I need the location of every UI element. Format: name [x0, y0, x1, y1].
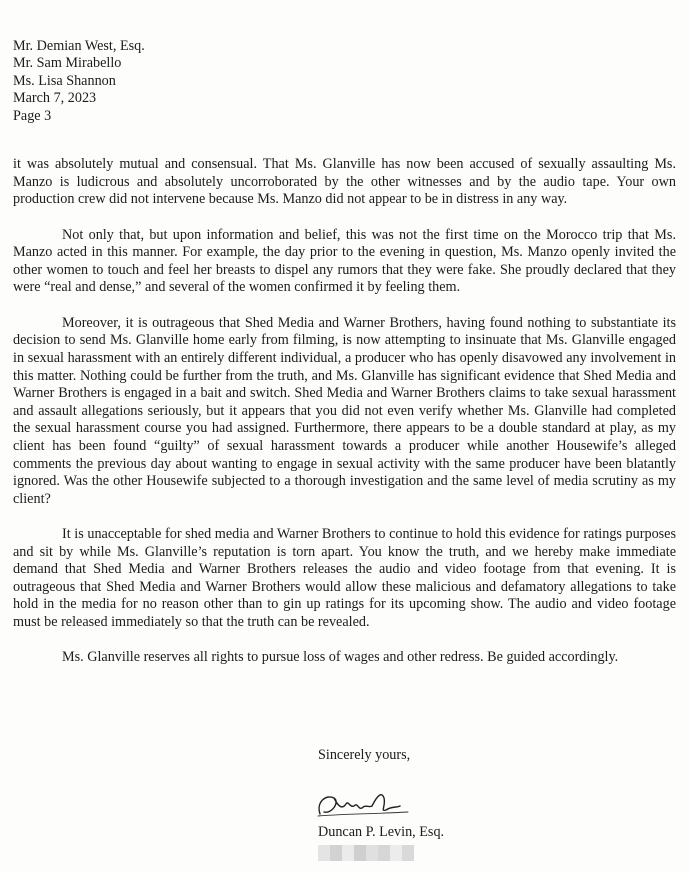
paragraph-harassment-claims: Moreover, it is outrageous that Shed Media and Warner Brothers, having found nothing to substantiate its decision to send Ms. Glanville home early from filming, is now attempting to insinuate that Ms. Glanville engaged in sexual harassment with an entirely different individual, a producer who has openly disavowed any involvement in this matter. Nothing could be further from the truth, and Ms. Glanville has significant evidence that Shed Media and Warner Brothers is engaged in a bait and switch. Shed Media and Warner Brothers claims to take sexual harassment and assault allegations seriously, but it appears that you did not even verify whether Ms. Glanville had completed the sexual harassment course you had assigned. Furthermore, there appears to be a double standard at play, as my client has been found “guilty” of sexual harassment towards a producer while another Housewife’s alleged comments the previous day about wanting to engage in sexual activity with the same producer have been blatantly ignored. Was the other Housewife subjected to a thorough investigation and the same level of media scrutiny as my client? [13, 314, 676, 507]
recipient-line-1: Mr. Demian West, Esq. [13, 38, 145, 54]
closing-salutation: Sincerely yours, [318, 747, 411, 763]
page-number: Page 3 [13, 107, 52, 124]
pixelated-redaction-icon [318, 845, 414, 861]
recipient-line-3: Ms. Lisa Shannon [13, 72, 116, 89]
paragraph-morocco-trip: Not only that, but upon information and belief, this was not the first time on the Morocco trip that Ms. Manzo acted in this manner. For example, the day prior to the evening in question, Ms. Manzo openly invited the other women to touch and feel her breasts to dispel any rumors that they were fake. She proudly declared that they were “real and dense,” and several of the women confirmed it by feeling them. [13, 226, 676, 296]
paragraph-continuation: it was absolutely mutual and consensual. That Ms. Glanville has now been accused of sexually assaulting Ms. Manzo is ludicrous and absolutely uncorroborated by the other witnesses and by the audio tape. Your own production crew did not intervene because Ms. Manzo did not appear to be in distress in any way. [13, 156, 676, 208]
letter-date: March 7, 2023 [13, 90, 97, 107]
paragraph-demand: It is unacceptable for shed media and Warner Brothers to continue to hold this evidence for ratings purposes and sit by while Ms. Glanville’s reputation is torn apart. You know the truth, and we hereby make immediate demand that Shed Media and Warner Brothers releases the audio and video footage from that evening. It is outrageous that Shed Media and Warner Brothers would allow these malicious and defamatory allegations to take hold in the media for no reason other than to gin up ratings for its upcoming show. The audio and video footage must be released immediately so that the truth can be revealed. [13, 526, 676, 631]
handwritten-signature-icon [312, 784, 432, 824]
recipient-line-2: Mr. Sam Mirabello [13, 55, 122, 72]
signer-name: Duncan P. Levin, Esq. [318, 824, 445, 840]
letter-header [13, 38, 145, 125]
paragraph-reservation: Ms. Glanville reserves all rights to pursue loss of wages and other redress. Be guided accordingly. [62, 649, 619, 666]
letter-body [13, 156, 676, 685]
